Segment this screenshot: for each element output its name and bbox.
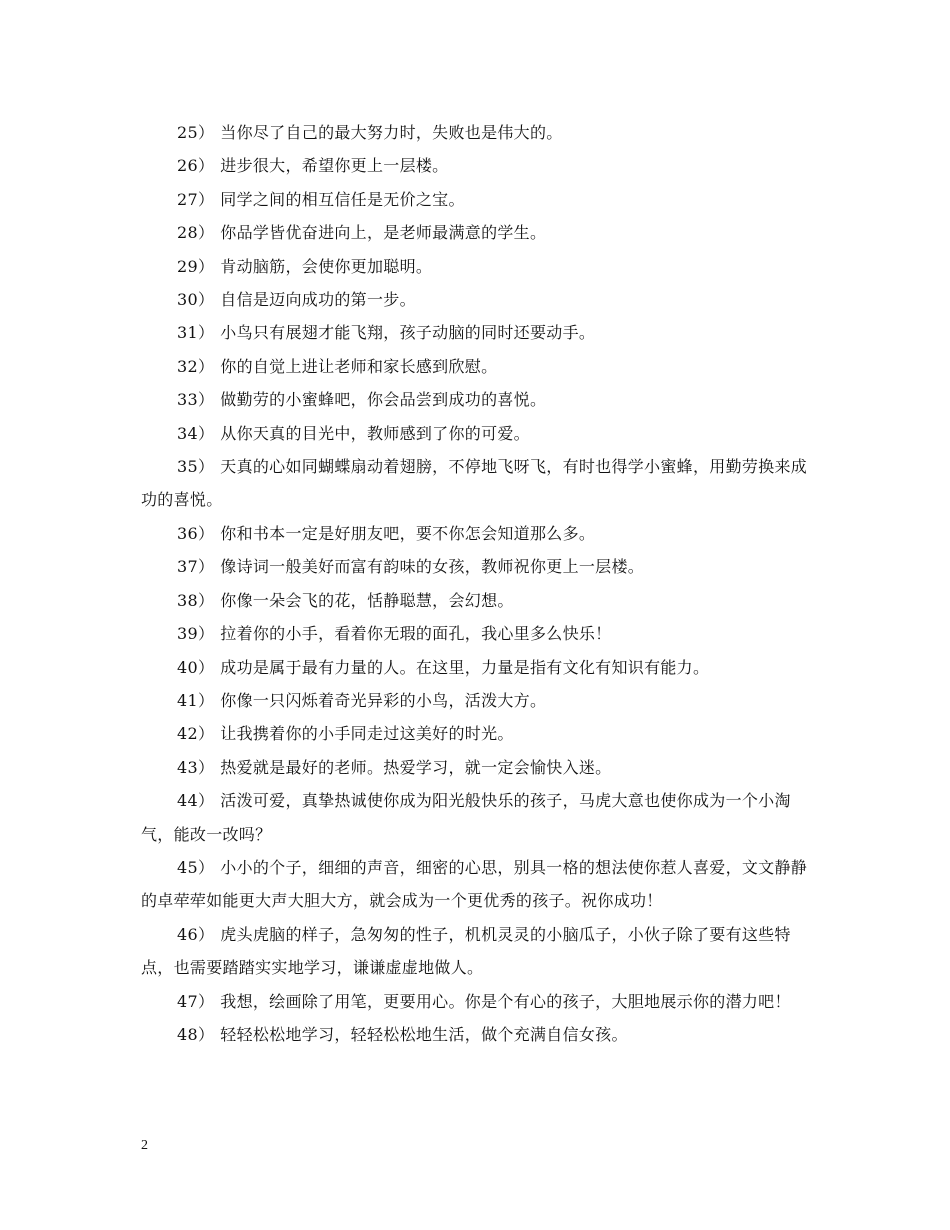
list-item: [141, 383, 809, 416]
item-text: 虎头虎脑的样子，急匆匆的性子，机机灵灵的小脑瓜子，小伙子除了要有这些特点，也需要踏踏实实地学习，谦谦虚虚地做人。: [141, 924, 791, 978]
item-number: 48）: [177, 1024, 215, 1044]
item-number: 32）: [177, 356, 215, 376]
item-number: 26）: [177, 156, 215, 176]
item-text: 活泼可爱，真挚热诚使你成为阳光般快乐的孩子，马虎大意也使你成为一个小淘气，能改一改吗？: [141, 791, 791, 844]
item-text: 热爱就是最好的老师。热爱学习，就一定会愉快入迷。: [220, 757, 612, 777]
item-text: 小鸟只有展翅才能飞翔，孩子动脑的同时还要动手。: [220, 323, 596, 343]
item-number: 47）: [177, 991, 215, 1011]
item-number: 25）: [177, 123, 215, 142]
list-item: [141, 717, 809, 750]
item-text: 你像一只闪烁着奇光异彩的小鸟，活泼大方。: [220, 690, 547, 710]
list-item: [141, 149, 809, 182]
list-item: [141, 350, 809, 383]
list-item: [141, 116, 809, 149]
item-number: 27）: [177, 189, 215, 209]
item-number: 33）: [177, 390, 215, 410]
item-text: 你像一朵会飞的花，恬静聪慧，会幻想。: [220, 590, 514, 610]
list-item: [141, 751, 809, 784]
list-item: [141, 183, 809, 216]
item-number: 45）: [177, 857, 215, 877]
item-text: 轻轻松松地学习，轻轻松松地生活，做个充满自信女孩。: [220, 1024, 628, 1044]
list-item: [141, 517, 809, 550]
list-item: [141, 417, 809, 450]
item-number: 43）: [177, 757, 215, 777]
item-text: 像诗词一般美好而富有韵味的女孩，教师祝你更上一层楼。: [220, 557, 645, 577]
item-number: 28）: [177, 223, 215, 243]
page-number: 2: [141, 1138, 148, 1153]
list-item: [141, 550, 809, 583]
item-text: 从你天真的目光中，教师感到了你的可爱。: [220, 423, 530, 443]
item-text: 小小的个子，细细的声音，细密的心思，别具一格的想法使你惹人喜爱，文文静静的卓荦荦如能更大声大胆大方，就会成为一个更优秀的孩子。祝你成功！: [141, 857, 808, 911]
item-text: 拉着你的小手，看着你无瑕的面孔，我心里多么快乐！: [220, 624, 612, 644]
item-number: 40）: [177, 657, 215, 677]
list-item: [141, 684, 809, 717]
item-text: 同学之间的相互信任是无价之宝。: [220, 189, 465, 209]
list-item: [141, 617, 809, 650]
list-item: [141, 250, 809, 283]
item-text: 进步很大，希望你更上一层楼。: [220, 156, 449, 176]
list-item: [141, 316, 809, 349]
item-number: 39）: [177, 624, 215, 644]
item-text: 当你尽了自己的最大努力时，失败也是伟大的。: [220, 123, 563, 142]
item-number: 37）: [177, 557, 215, 577]
list-item: [141, 851, 809, 918]
list-item: [141, 651, 809, 684]
item-text: 你和书本一定是好朋友吧，要不你怎会知道那么多。: [220, 523, 596, 543]
item-number: 46）: [177, 924, 215, 944]
item-text: 让我携着你的小手同走过这美好的时光。: [220, 724, 514, 744]
item-number: 31）: [177, 323, 215, 343]
item-text: 自信是迈向成功的第一步。: [220, 290, 416, 310]
item-number: 38）: [177, 590, 215, 610]
item-number: 42）: [177, 724, 215, 744]
item-text: 我想，绘画除了用笔，更要用心。你是个有心的孩子，大胆地展示你的潜力吧！: [220, 991, 791, 1011]
list-item: [141, 283, 809, 316]
item-text: 你品学皆优奋进向上，是老师最满意的学生。: [220, 223, 547, 243]
item-text: 做勤劳的小蜜蜂吧，你会品尝到成功的喜悦。: [220, 390, 547, 410]
list-item: [141, 450, 809, 517]
item-text: 成功是属于最有力量的人。在这里，力量是指有文化有知识有能力。: [220, 657, 710, 677]
list-item: [141, 918, 809, 985]
list-item: [141, 784, 809, 851]
list-item: [141, 584, 809, 617]
item-text: 肯动脑筋，会使你更加聪明。: [220, 256, 433, 276]
item-number: 41）: [177, 690, 215, 710]
list-item: [141, 985, 809, 1018]
item-number: 30）: [177, 290, 215, 310]
item-number: 34）: [177, 423, 215, 443]
item-number: 35）: [177, 457, 215, 477]
item-text: 天真的心如同蝴蝶扇动着翅膀，不停地飞呀飞，有时也得学小蜜蜂，用勤劳换来成功的喜悦。: [141, 457, 808, 510]
list-item: [141, 1018, 809, 1051]
list-item: [141, 216, 809, 249]
comment-list: [141, 116, 809, 1051]
item-number: 29）: [177, 256, 215, 276]
item-number: 44）: [177, 791, 215, 811]
item-text: 你的自觉上进让老师和家长感到欣慰。: [220, 356, 498, 376]
item-number: 36）: [177, 523, 215, 543]
